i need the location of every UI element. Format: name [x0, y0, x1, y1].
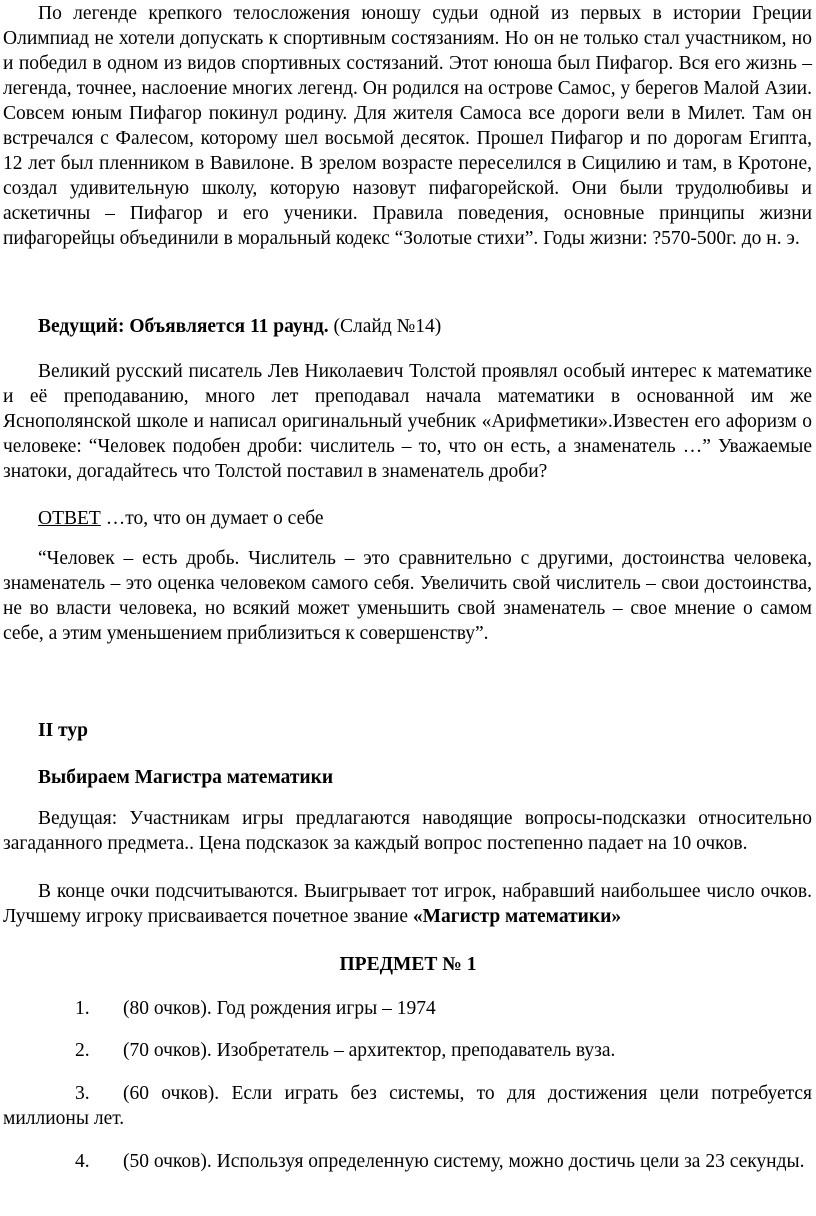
- list-item-text: (60 очков). Если играть без системы, то для достижения цели потребуется миллионы лет.: [3, 1083, 812, 1129]
- list-item-number: 1.: [75, 998, 90, 1019]
- answer-text: …то, что он думает о себе: [100, 508, 324, 529]
- list-item-text: (50 очков). Используя определенную систему, можно достичь цели за 23 секунды.: [123, 1151, 805, 1172]
- list-item: [3, 1081, 812, 1131]
- list-item: [3, 1149, 812, 1174]
- paragraph-rules: Ведущая: Участникам игры предлагаются наводящие вопросы-подсказки относительно загаданного предмета.. Цена подсказок за каждый вопрос постепенно падает на 10 очков.: [3, 808, 812, 854]
- list-item-number: 2.: [75, 1040, 90, 1061]
- list-item: [3, 1038, 812, 1063]
- list-item: [3, 996, 812, 1021]
- list-item-number: 3.: [75, 1083, 90, 1104]
- paragraph-pythagoras: По легенде крепкого телосложения юношу судьи одной из первых в истории Греции Олимпиад не хотели допускать к спортивным состязаниям. Но он не только стал участником, но и победил в одном из видов спортивных состязаний. Этот юноша был Пифагор. Вся его жизнь – легенда, точнее, наслоение многих легенд. Он родился на острове Самос, у берегов Малой Азии. Совсем юным Пифагор покинул родину. Для жителя Самоса все дороги вели в Милет. Там он встречался с Фалесом, которому шел восьмой десяток. Прошел Пифагор и по дорогам Египта, 12 лет был пленником в Вавилоне. В зрелом возрасте переселился в Сицилию и там, в Кротоне, создал удивительную школу, которую назовут пифагорейской. Они были трудолюбивы и аскетичны – Пифагор и его ученики. Правила поведения, основные принципы жизни пифагорейцы объединили в моральный кодекс “Золотые стихи”. Годы жизни: ?570-500г. до н. э.: [3, 3, 812, 249]
- round-title: II тур: [38, 720, 88, 741]
- subject-title: ПРЕДМЕТ № 1: [339, 954, 477, 975]
- host-announcement: [38, 314, 441, 339]
- paragraph-scoring: [3, 879, 812, 929]
- list-item-text: (80 очков). Год рождения игры – 1974: [123, 998, 436, 1019]
- section-title: Выбираем Магистра математики: [38, 767, 334, 788]
- list-item-number: 4.: [75, 1151, 90, 1172]
- slide-reference: (Слайд №14): [328, 316, 442, 337]
- answer-label: ОТВЕТ: [38, 508, 101, 529]
- scoring-text: В конце очки подсчитываются. Выигрывает тот игрок, набравший наибольшее число очков. Лучшему игроку присваивается почетное звание: [3, 881, 812, 927]
- paragraph-quote: “Человек – есть дробь. Числитель – это сравнительно с другими, достоинства человека, знаменатель – это оценка человеком самого себя. Увеличить свой числитель – свои достоинства, не во власти человека, но всякий может уменьшить свой знаменатель – свое мнение о самом себе, а этим уменьшением приблизиться к совершенству”.: [3, 548, 812, 644]
- paragraph-tolstoy: Великий русский писатель Лев Николаевич Толстой проявлял особый интерес к математике и её преподаванию, много лет преподавал начала математики в основанной им же Яснополянской школе и написал оригинальный учебник «Арифметики».Известен его афоризм о человеке: “Человек подобен дроби: числитель – то, что он есть, а знаменатель …” Уважаемые знатоки, догадайтесь что Толстой поставил в знаменатель дроби?: [3, 361, 812, 482]
- title-award: «Магистр математики»: [412, 906, 622, 927]
- list-item-text: (70 очков). Изобретатель – архитектор, преподаватель вуза.: [123, 1040, 616, 1061]
- answer-line: [38, 506, 324, 531]
- host-announcement-bold: Ведущий: Объявляется 11 раунд.: [38, 316, 329, 337]
